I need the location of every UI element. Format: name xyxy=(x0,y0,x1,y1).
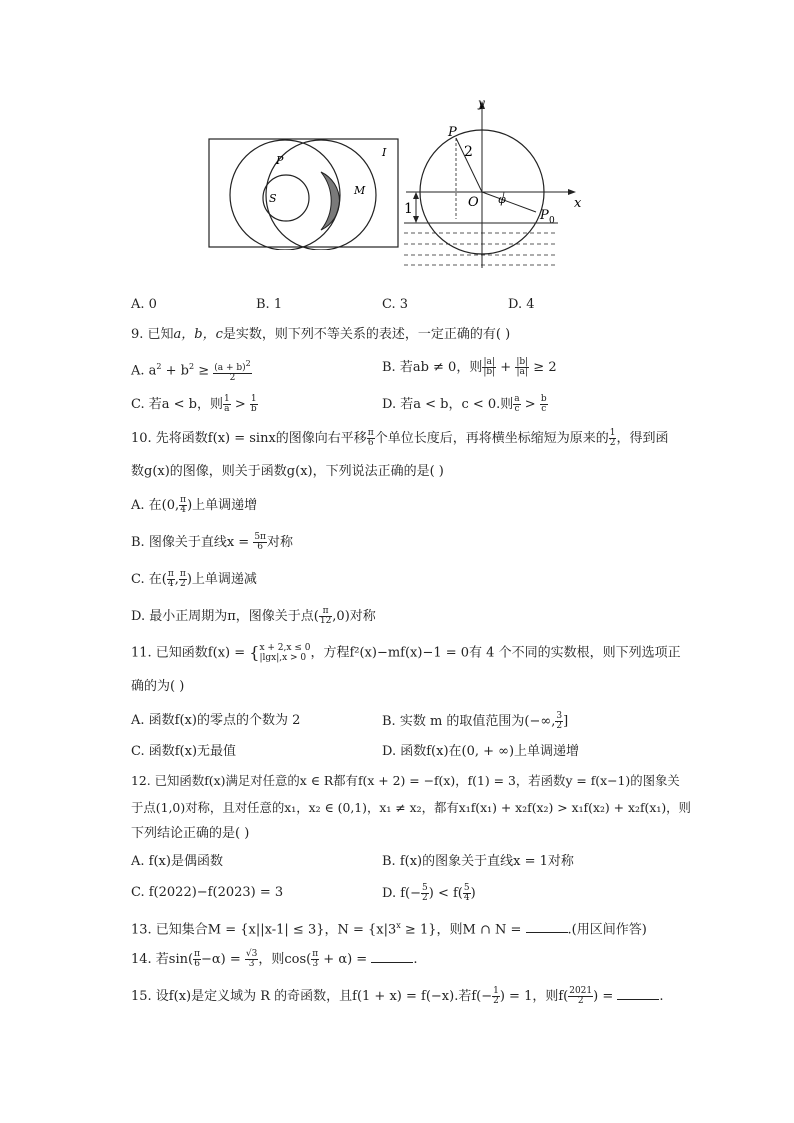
q12-option-d: D. f(− $\frac{5}{2}$ ) < f( $\frac{5}{4}$ ) xyxy=(382,883,476,903)
label-radius-2: 2 xyxy=(464,144,473,160)
q10-stem-line2: 数g(x)的图像，则关于函数g(x)，下列说法正确的是( ) xyxy=(131,464,444,479)
q11-option-b: B. 实数 m 的取值范围为(−∞, $\frac{3}{2}$ ] xyxy=(382,711,569,731)
q11-option-c: C. 函数f(x)无最值 xyxy=(131,744,237,759)
q9-stem: 9. 已知a，b，c是实数，则下列不等关系的表述，一定正确的有( ) xyxy=(131,327,511,342)
q14-stem: 14. 若sin( $\frac{\pi}{6}$ −α) = $\frac{√3}{3}$ ，则cos( $\frac{\pi}{3}$ + α) = . xyxy=(131,949,418,969)
q10-option-a: A. 在(0, $\frac{\pi}{4}$ )上单调递增 xyxy=(131,495,258,515)
answer-blank[interactable] xyxy=(526,920,568,933)
label-s: S xyxy=(269,192,277,205)
label-point-p: P xyxy=(448,125,457,140)
q10-option-b: B. 图像关于直线x = $\frac{5\pi}{6}$ 对称 xyxy=(131,532,293,552)
q12-stem-line3: 下列结论正确的是( ) xyxy=(131,826,250,841)
q11-option-d: D. 函数f(x)在(0, + ∞)上单调递增 xyxy=(382,744,580,759)
label-point-p0: P xyxy=(540,208,549,223)
q12-option-b: B. f(x)的图象关于直线x = 1对称 xyxy=(382,854,574,869)
q9-option-d: D. 若a < b，c < 0.则 $\frac{a}{c}$ > $\frac{b}{c}$ xyxy=(382,394,547,414)
answer-blank[interactable] xyxy=(617,987,659,1000)
q13-stem: 13. 已知集合M = {x||x-1| ≤ 3}，$N = \{x|3^x \ge 1\}$，则M ∩ N = .(用区间作答) xyxy=(131,921,647,938)
label-point-p0-sub: 0 xyxy=(549,216,555,226)
shaded-region xyxy=(321,172,339,230)
q9-option-a: A. $a^2 + b^2$ ≥ $\frac{(a + b)^2}{2}$ xyxy=(131,358,251,383)
q12-stem-line2: 于点(1,0)对称，且对任意的x₁，x₂ ∈ (0,1)，x₁ ≠ x₂，都有x₁f(x₁) + x₂f(x₂) > x₁f(x₂) + x₂f(x₁)，则 xyxy=(131,800,691,815)
q9-option-c: C. 若a < b，则 $\frac{1}{a}$ > $\frac{1}{b}$ xyxy=(131,394,257,414)
q10-option-d: D. 最小正周期为π，图像关于点( $\frac{\pi}{12}$ ,0)对称 xyxy=(131,606,376,626)
q8-option-b: B. 1 xyxy=(256,297,283,312)
q12-option-a: A. f(x)是偶函数 xyxy=(131,854,223,869)
label-p: P xyxy=(276,154,284,167)
q11-option-a: A. 函数f(x)的零点的个数为 2 xyxy=(131,713,301,728)
axis-label-x: x xyxy=(574,196,582,211)
label-i: I xyxy=(382,146,387,159)
q12-stem-line1: 12. 已知函数f(x)满足对任意的x ∈ R都有f(x + 2) = −f(x)，f(1) = 3，若函数y = f(x−1)的图象关 xyxy=(131,773,680,788)
label-phi: φ xyxy=(498,193,506,206)
label-origin: O xyxy=(468,195,479,210)
q10-option-c: C. 在( $\frac{\pi}{4}$ , $\frac{\pi}{2}$ )上单调递减 xyxy=(131,569,257,589)
q8-option-a: A. 0 xyxy=(131,297,157,312)
q10-stem-line1: 10. 先将函数f(x) = sinx的图像向右平移 $\frac{\pi}{6}$ 个单位长度后，再将横坐标缩短为原来的 $\frac{1}{2}$ ，得到函 xyxy=(131,428,669,448)
label-m: M xyxy=(354,184,366,197)
label-height-1: 1 xyxy=(404,201,413,217)
axis-label-y: y xyxy=(478,96,485,110)
venn-diagram-figure xyxy=(208,138,400,250)
q11-stem-line1: 11. 已知函数f(x) = { x + 2,x ≤ 0 |lgx|,x > 0 ，方程f²(x)−mf(x)−1 = 0有 4 个不同的实数根，则下列选项正 xyxy=(131,643,681,663)
answer-blank[interactable] xyxy=(371,950,413,963)
q11-stem-line2: 确的为( ) xyxy=(131,679,185,694)
q12-option-c: C. f(2022)−f(2023) = 3 xyxy=(131,885,284,900)
circle-coordinate-figure xyxy=(398,95,590,270)
q9-option-b: B. 若ab ≠ 0，则 $\frac{|a|}{|b|}$ + $\frac{|b|}{|a|}$ ≥ 2 xyxy=(382,357,557,377)
q8-option-d: D. 4 xyxy=(508,297,535,312)
q8-option-c: C. 3 xyxy=(382,297,409,312)
q15-stem: 15. 设f(x)是定义域为 R 的奇函数，且f(1 + x) = f(−x).若f(− $\frac{1}{2}$ ) = 1，则f( $\frac{2021}{2}$ ) = . xyxy=(131,986,664,1006)
